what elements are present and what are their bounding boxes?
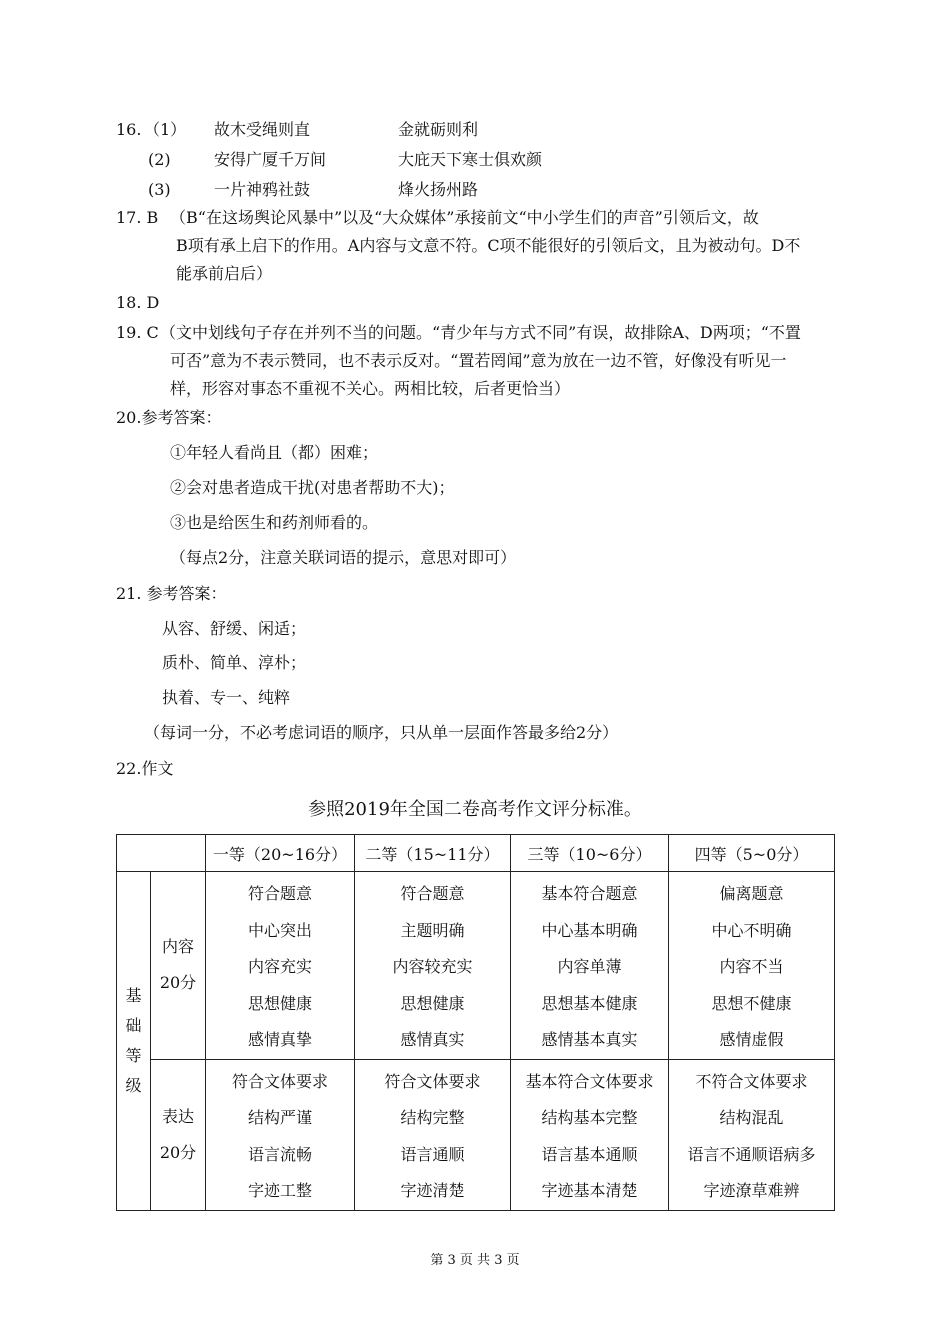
q20-note: （每点2分，注意关联词语的提示，意思对即可） bbox=[170, 548, 517, 567]
q16-answer-2b: 大庇天下寒士俱欢颜 bbox=[398, 150, 543, 169]
rubric-cell-content-grade-4: 偏离题意 中心不明确 内容不当 思想不健康 感情虚假 bbox=[669, 872, 835, 1060]
q16-label-3: (3) bbox=[148, 180, 171, 199]
q21-head: 21. 参考答案： bbox=[116, 584, 227, 603]
q16-label-1: （1） bbox=[144, 120, 187, 139]
rubric-cell-expression-grade-4: 不符合文体要求 结构混乱 语言不通顺语病多 字迹潦草难辨 bbox=[669, 1059, 835, 1210]
rubric-cell-expression-grade-3: 基本符合文体要求 结构基本完整 语言基本通顺 字迹基本清楚 bbox=[511, 1059, 669, 1210]
q17-line-3: 能承前启后） bbox=[176, 264, 273, 283]
q20-item-1: ①年轻人看尚且（都）困难； bbox=[170, 443, 379, 462]
q21-item-2: 质朴、简单、淳朴； bbox=[162, 653, 307, 672]
rubric-cell-expression-grade-2: 符合文体要求 结构完整 语言通顺 字迹清楚 bbox=[355, 1059, 511, 1210]
q20-item-3: ③也是给医生和药剂师看的。 bbox=[170, 513, 379, 532]
q21-note: （每词一分，不必考虑词语的顺序，只从单一层面作答最多给2分） bbox=[144, 723, 619, 742]
rubric-cell-content-grade-1: 符合题意 中心突出 内容充实 思想健康 感情真挚 bbox=[206, 872, 355, 1060]
q17-line-2: B项有承上启下的作用。A内容与文意不符。C项不能很好的引领后文，且为被动句。D不 bbox=[176, 236, 801, 255]
q19-head: 19. C bbox=[116, 323, 159, 342]
rubric-cell-expression-grade-1: 符合文体要求 结构严谨 语言流畅 字迹工整 bbox=[206, 1059, 355, 1210]
rubric-corner-cell bbox=[117, 835, 206, 872]
q16-number: 16. bbox=[116, 120, 142, 139]
rubric-caption: 参照2019年全国二卷高考作文评分标准。 bbox=[308, 799, 642, 820]
rubric-row-label-content: 内容 20分 bbox=[151, 872, 206, 1060]
rubric-group-label: 基 础 等 级 bbox=[117, 872, 151, 1211]
q20-item-2: ②会对患者造成干扰(对患者帮助不大)； bbox=[170, 478, 455, 497]
rubric-header-row bbox=[117, 835, 835, 872]
q21-item-3: 执着、专一、纯粹 bbox=[162, 688, 291, 707]
q17-head: 17. B bbox=[116, 208, 159, 227]
q16-answer-2a: 安得广厦千万间 bbox=[214, 150, 327, 169]
q20-head: 20.参考答案： bbox=[116, 408, 222, 427]
rubric-header-grade-4: 四等（5~0分） bbox=[669, 835, 835, 872]
q16-answer-3b: 烽火扬州路 bbox=[398, 180, 479, 199]
rubric-cell-content-grade-3: 基本符合题意 中心基本明确 内容单薄 思想基本健康 感情基本真实 bbox=[511, 872, 669, 1060]
q18-answer: 18. D bbox=[116, 293, 160, 312]
rubric-header-grade-2: 二等（15~11分） bbox=[355, 835, 511, 872]
rubric-row-content bbox=[117, 872, 835, 1060]
rubric-row-label-expression: 表达 20分 bbox=[151, 1059, 206, 1210]
q16-answer-1b: 金就砺则利 bbox=[398, 120, 479, 139]
q16-answer-3a: 一片神鸦社鼓 bbox=[214, 180, 311, 199]
q17-line-1: （B“在这场舆论风暴中”以及“大众媒体”承接前文“中小学生们的声音”引领后文，故 bbox=[170, 208, 759, 227]
rubric-header-grade-1: 一等（20~16分） bbox=[206, 835, 355, 872]
page-footer: 第 3 页 共 3 页 bbox=[430, 1253, 520, 1268]
q16-answer-1a: 故木受绳则直 bbox=[214, 120, 311, 139]
rubric-header-grade-3: 三等（10~6分） bbox=[511, 835, 669, 872]
rubric-table bbox=[116, 834, 835, 1211]
rubric-row-expression bbox=[117, 1059, 835, 1210]
q22-head: 22.作文 bbox=[116, 759, 174, 778]
rubric-cell-content-grade-2: 符合题意 主题明确 内容较充实 思想健康 感情真实 bbox=[355, 872, 511, 1060]
q19-line-2: 可否”意为不表示赞同，也不表示反对。“置若罔闻”意为放在一边不管，好像没有听见一 bbox=[170, 351, 787, 370]
q16-label-2: (2) bbox=[148, 150, 171, 169]
q19-line-3: 样，形容对事态不重视不关心。两相比较，后者更恰当） bbox=[170, 379, 571, 398]
q19-line-1: （文中划线句子存在并列不当的问题。“青少年与方式不同”有误，故排除A、D两项；“不置 bbox=[160, 323, 801, 342]
q21-item-1: 从容、舒缓、闲适； bbox=[162, 619, 307, 638]
